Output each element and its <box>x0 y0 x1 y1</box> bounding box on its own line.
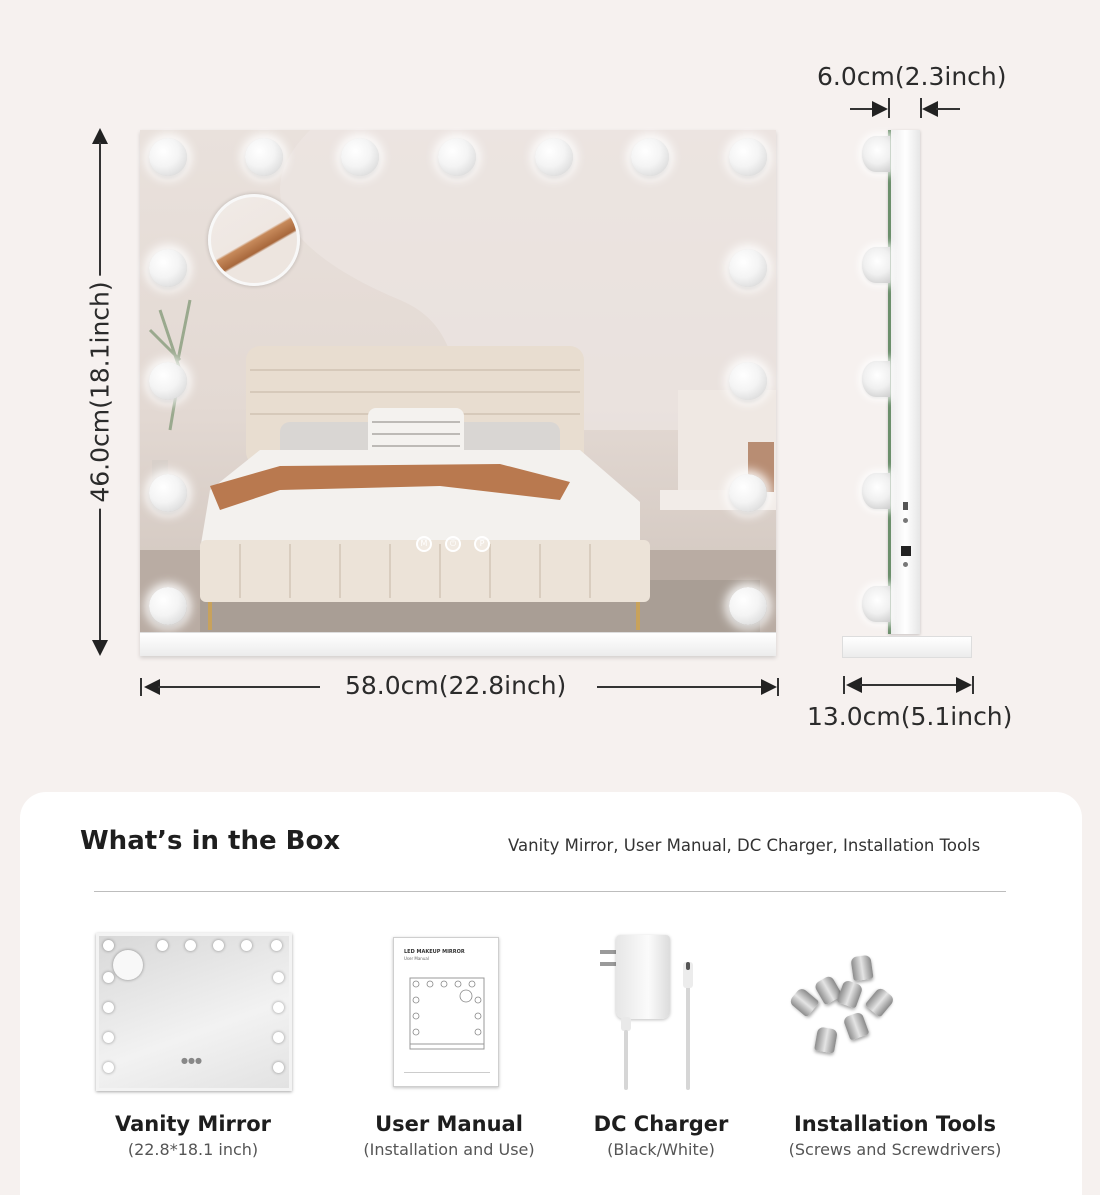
charger-prong <box>600 962 616 966</box>
bulb-icon <box>149 587 187 625</box>
bulb-icon <box>729 249 767 287</box>
depth-tick-left <box>843 676 845 694</box>
bulb-icon <box>149 362 187 400</box>
user-manual-thumbnail <box>393 937 499 1087</box>
manual-subtitle: User Manual <box>404 956 429 961</box>
depth-tick-right <box>972 676 974 694</box>
thumb-bulb-icon <box>273 1002 284 1013</box>
charger-plug-tip <box>686 962 690 970</box>
manual-diagram <box>406 974 488 1054</box>
item-subtitle: (Screws and Screwdrivers) <box>788 1140 1002 1159</box>
width-line-b <box>597 686 761 688</box>
thickness-tick-left <box>888 98 890 118</box>
side-bulb-icon <box>862 247 890 283</box>
mirror-stand-base <box>140 632 776 656</box>
screw-icon <box>850 955 873 982</box>
thickness-label: 6.0cm(2.3inch) <box>817 62 1007 91</box>
height-arrow-bottom <box>92 640 108 656</box>
brightness-touch-button: P <box>474 536 490 552</box>
thumb-touch-buttons: ●●● <box>181 1056 202 1065</box>
screw-icon <box>842 1011 869 1040</box>
screw-icon <box>814 1026 838 1053</box>
thumb-bulb-icon <box>241 940 252 951</box>
screw-icon <box>836 979 863 1008</box>
manual-footer <box>404 1072 490 1078</box>
bulb-icon <box>631 138 669 176</box>
mirror-reflection <box>140 130 776 632</box>
side-switch <box>903 502 908 510</box>
side-bulb-icon <box>862 586 890 622</box>
width-line-left <box>140 678 142 696</box>
mode-touch-button: M <box>416 536 432 552</box>
magnifying-mirror <box>208 194 300 286</box>
depth-line <box>860 684 958 686</box>
power-touch-button: ⏻ <box>445 536 461 552</box>
item-subtitle: (Installation and Use) <box>363 1140 535 1159</box>
item-name: Vanity Mirror <box>114 1112 272 1136</box>
thumb-bulb-icon <box>103 1002 114 1013</box>
side-port <box>903 518 908 523</box>
width-arrow-right <box>761 679 777 695</box>
thumb-bulb-icon <box>213 940 224 951</box>
bulb-icon <box>729 362 767 400</box>
bulb-icon <box>729 138 767 176</box>
box-summary: Vanity Mirror, User Manual, DC Charger, Installation Tools <box>508 836 981 855</box>
thumb-bulb-icon <box>103 972 114 983</box>
item-subtitle: (Black/White) <box>607 1140 715 1159</box>
bulb-icon <box>149 474 187 512</box>
vanity-mirror-front <box>140 130 776 656</box>
bulb-icon <box>341 138 379 176</box>
item-name: DC Charger <box>593 1112 729 1136</box>
thumb-bulb-icon <box>103 1032 114 1043</box>
installation-tools-thumbnail <box>790 950 900 1060</box>
bulb-icon <box>149 249 187 287</box>
charger-cable <box>624 1030 628 1090</box>
charger-prong <box>600 950 616 954</box>
side-bulb-icon <box>862 361 890 397</box>
bulb-icon <box>729 587 767 625</box>
manual-title: LED MAKEUP MIRROR <box>404 949 465 955</box>
side-bulb-icon <box>862 473 890 509</box>
width-line-a <box>158 686 320 688</box>
thickness-arrow-left <box>872 101 888 117</box>
thumb-bulb-icon <box>185 940 196 951</box>
bulb-icon <box>729 474 767 512</box>
thumb-bulb-icon <box>271 940 282 951</box>
bulb-icon <box>438 138 476 176</box>
vanity-mirror-thumbnail <box>96 933 292 1091</box>
width-label: 58.0cm(22.8inch) <box>345 671 567 700</box>
thickness-line-left <box>850 108 874 110</box>
bulb-icon <box>149 138 187 176</box>
side-bulb-icon <box>862 136 890 172</box>
charger-cable <box>621 1017 631 1031</box>
thumb-bulb-icon <box>273 1062 284 1073</box>
screw-icon <box>865 986 896 1017</box>
bulb-icon <box>245 138 283 176</box>
item-name: Installation Tools <box>793 1112 997 1136</box>
thumb-bulb-icon <box>157 940 168 951</box>
usb-port <box>901 546 911 556</box>
vanity-mirror-side <box>888 130 920 634</box>
divider <box>94 891 1006 892</box>
thumb-magnifier <box>113 950 143 980</box>
thumb-bulb-icon <box>273 972 284 983</box>
height-label: 46.0cm(18.1inch) <box>86 275 115 508</box>
item-name: User Manual <box>375 1112 523 1136</box>
depth-label: 13.0cm(5.1inch) <box>807 702 1013 731</box>
item-subtitle: (22.8*18.1 inch) <box>127 1140 259 1159</box>
thumb-bulb-icon <box>103 1062 114 1073</box>
width-line-right <box>777 678 779 696</box>
thumb-bulb-icon <box>103 940 114 951</box>
screw-icon <box>788 987 819 1018</box>
thickness-line-right <box>936 108 960 110</box>
depth-arrow-right <box>956 677 972 693</box>
dc-port <box>903 562 908 567</box>
thumb-bulb-icon <box>273 1032 284 1043</box>
box-title: What’s in the Box <box>80 826 341 856</box>
dc-charger-thumbnail <box>616 935 670 1019</box>
side-stand-base <box>842 636 972 658</box>
charger-cable <box>686 980 690 1090</box>
bulb-icon <box>535 138 573 176</box>
